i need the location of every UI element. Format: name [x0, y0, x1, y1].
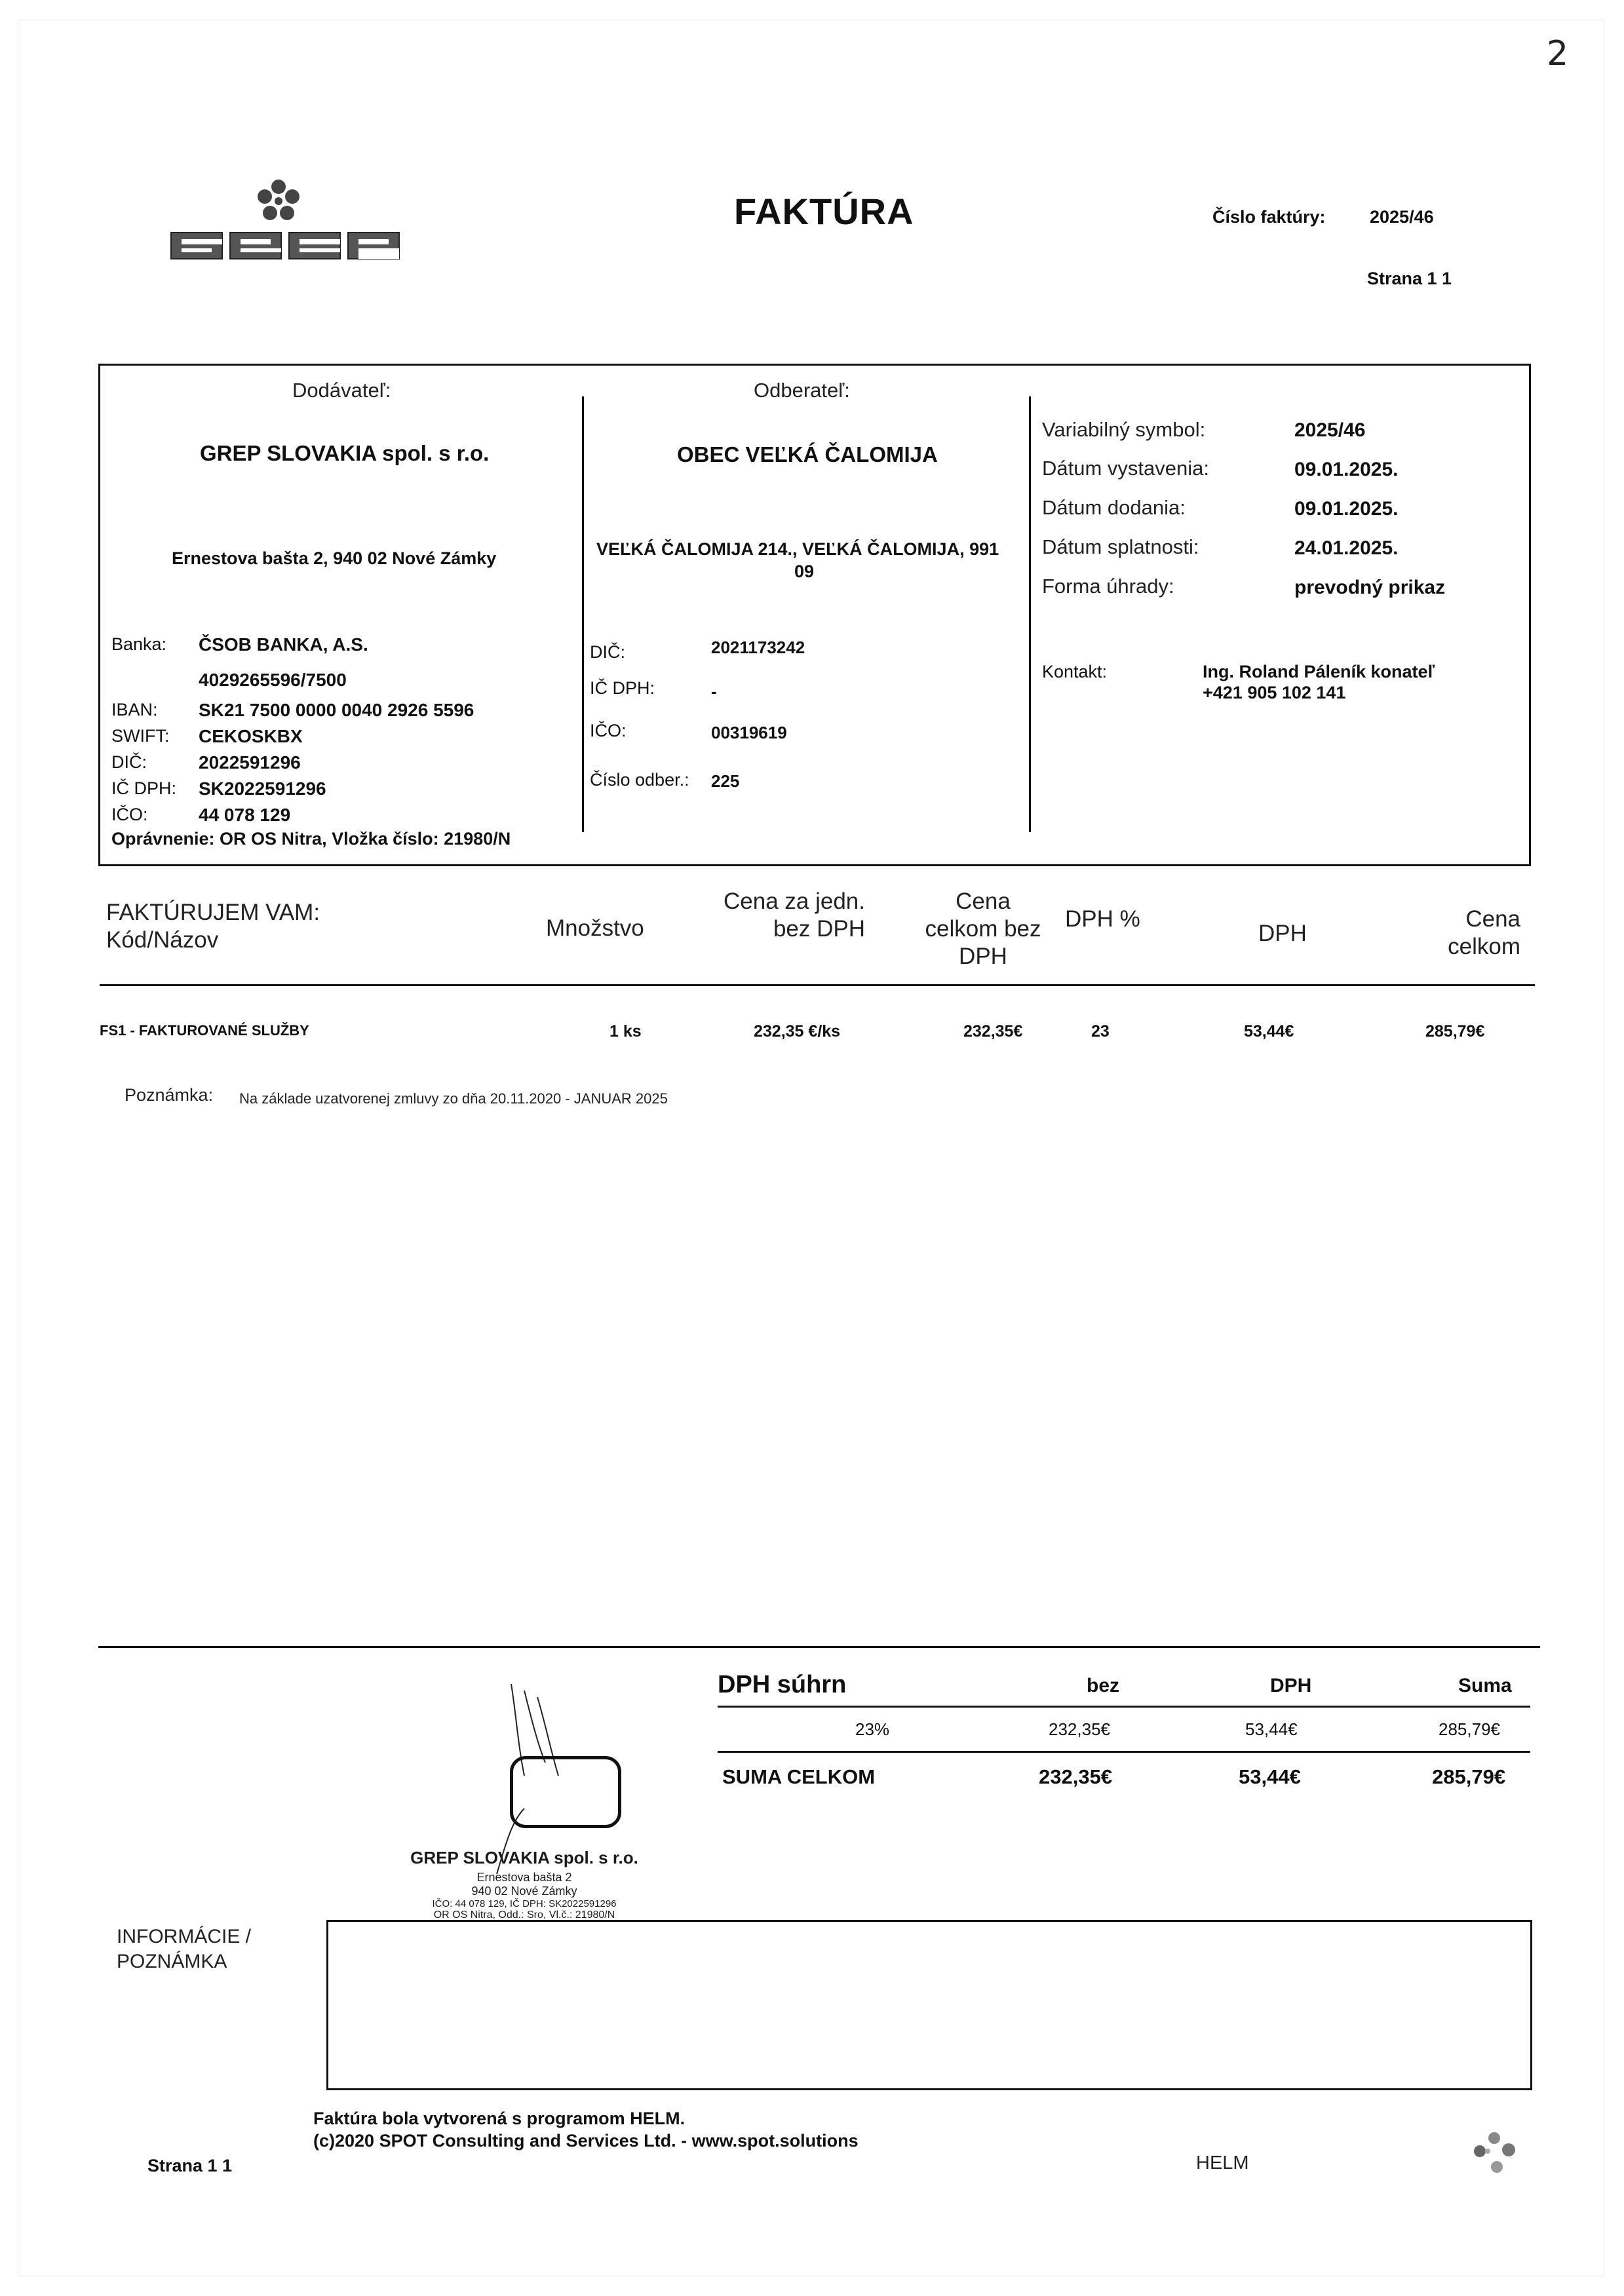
col-qty-header: Množstvo [546, 915, 644, 941]
stamp-company: GREP SLOVAKIA spol. s r.o. [410, 1848, 638, 1867]
note-label: Poznámka: [125, 1085, 214, 1105]
page-indicator-top: Strana 1 1 [1367, 269, 1452, 288]
supplier-ico: 44 078 129 [199, 805, 291, 825]
stamp-line4: OR OS Nitra, Odd.: Sro, Vl.č.: 21980/N [433, 1909, 615, 1921]
helm-logo [1468, 2120, 1527, 2179]
footer-line1: Faktúra bola vytvorená s programom HELM. [313, 2109, 686, 2128]
vat-summary-title: DPH súhrn [718, 1671, 847, 1698]
handwritten-page-mark: 2 [1547, 34, 1569, 73]
customer-ico-label: IČO: [590, 721, 627, 740]
customer-address-line1: VEĽKÁ ČALOMIJA 214., VEĽKÁ ČALOMIJA, 991 [596, 539, 999, 559]
supplier-icdph: SK2022591296 [199, 778, 326, 799]
vat-summary-col-sum: Suma [1458, 1675, 1512, 1696]
col-unit-header [695, 888, 865, 943]
grand-total-sum: 285,79€ [1432, 1765, 1506, 1788]
supplier-swift-label: SWIFT: [111, 726, 170, 746]
note-text: Na základe uzatvorenej zmluvy zo dňa 20.11.2020 - JANUAR 2025 [239, 1090, 668, 1107]
stamp-line3: IČO: 44 078 129, IČ DPH: SK2022591296 [432, 1898, 617, 1909]
stamp-line1: Ernestova bašta 2 [476, 1871, 572, 1884]
supplier-bank: ČSOB BANKA, A.S. [199, 634, 368, 655]
page-indicator-bottom: Strana 1 1 [147, 2156, 233, 2175]
supplier-registration: Oprávnenie: OR OS Nitra, Vložka číslo: 21980/N [111, 829, 511, 849]
customer-number: 225 [711, 771, 740, 791]
company-logo [167, 174, 416, 265]
supplier-swift: CEKOSKBX [199, 726, 303, 746]
customer-address-line2: 09 [794, 562, 815, 581]
var-symbol-label: Variabilný symbol: [1042, 418, 1206, 441]
info-label-line2: POZNÁMKA [117, 1951, 227, 1972]
supplier-heading: Dodávateľ: [292, 379, 391, 402]
vat-summary-rule-1 [718, 1706, 1530, 1708]
var-symbol: 2025/46 [1294, 419, 1366, 441]
supplier-address: Ernestova bašta 2, 940 02 Nové Zámky [172, 548, 497, 568]
customer-dic: 2021173242 [711, 638, 805, 657]
vat-summary-rate: 23% [855, 1719, 890, 1739]
info-note-box [326, 1920, 1532, 2090]
customer-dic-label: DIČ: [590, 642, 625, 662]
supplier-ico-label: IČO: [111, 805, 148, 824]
col-total-header-line3: DPH [959, 944, 1007, 969]
customer-icdph: - [711, 681, 717, 701]
stamp-line2: 940 02 Nové Zámky [471, 1885, 577, 1898]
grand-total-vat: 53,44€ [1239, 1765, 1301, 1788]
footer-line2: (c)2020 SPOT Consulting and Services Ltd. - www.spot.solutions [313, 2131, 859, 2151]
col-total-header-line1: Cena [956, 889, 1011, 914]
vat-summary-vat: 53,44€ [1245, 1719, 1298, 1739]
vat-summary-col-vat: DPH [1270, 1675, 1312, 1696]
vat-summary-rule-2 [718, 1751, 1530, 1753]
item-vat: 53,44€ [1244, 1022, 1294, 1041]
payment-method: prevodný prikaz [1294, 577, 1446, 598]
item-total-net: 232,35€ [963, 1022, 1023, 1041]
helm-logo-icon [1468, 2120, 1527, 2179]
due-date: 24.01.2025. [1294, 537, 1399, 559]
item-qty: 1 ks [609, 1022, 642, 1041]
customer-ico: 00319619 [711, 723, 787, 742]
item-unit-price: 232,35 €/ks [754, 1022, 841, 1041]
grand-total-label: SUMA CELKOM [722, 1765, 876, 1788]
supplier-iban-label: IBAN: [111, 700, 158, 719]
supplier-iban: SK21 7500 0000 0040 2926 5596 [199, 700, 474, 720]
supplier-name: GREP SLOVAKIA spol. s r.o. [200, 441, 490, 465]
document-title: FAKTÚRA [734, 191, 914, 232]
col-name-header-line1: FAKTÚRUJEM VAM: [106, 900, 320, 925]
customer-number-label: Číslo odber.: [590, 770, 689, 790]
grand-total-base: 232,35€ [1039, 1765, 1113, 1788]
item-name: FS1 - FAKTUROVANÉ SLUŽBY [100, 1022, 309, 1039]
info-label [117, 1924, 251, 1974]
supplier-bank-label: Banka: [111, 634, 167, 654]
supplier-dic-label: DIČ: [111, 752, 147, 772]
supplier-dic: 2022591296 [199, 752, 301, 773]
delivery-date-label: Dátum dodania: [1042, 496, 1186, 519]
contact-phone: +421 905 102 141 [1203, 683, 1346, 702]
table-row [0, 1022, 1624, 1048]
stamp-rounded-box [510, 1756, 621, 1828]
col-name-header [106, 899, 320, 954]
col-grand-header [1383, 906, 1520, 961]
customer-heading: Odberateľ: [754, 379, 850, 402]
issue-date-label: Dátum vystavenia: [1042, 457, 1209, 480]
customer-icdph-label: IČ DPH: [590, 678, 655, 698]
summary-separator [98, 1646, 1540, 1648]
col-total-header-line2: celkom bez [925, 916, 1041, 942]
payment-method-label: Forma úhrady: [1042, 575, 1174, 598]
contact-name: Ing. Roland Páleník konateľ [1203, 662, 1435, 681]
col-vat-header: DPH [1258, 921, 1307, 946]
col-unit-header-line2: bez DPH [773, 916, 865, 942]
delivery-date: 09.01.2025. [1294, 498, 1399, 520]
issue-date: 09.01.2025. [1294, 459, 1399, 480]
col-grand-header-line1: Cena [1465, 906, 1520, 932]
col-grand-header-line2: celkom [1448, 934, 1520, 959]
item-vat-pct: 23 [1091, 1022, 1110, 1041]
box-divider-2 [1029, 396, 1031, 832]
invoice-number: 2025/46 [1370, 207, 1434, 227]
info-label-line1: INFORMÁCIE / [117, 1926, 252, 1947]
helm-label: HELM [1196, 2152, 1249, 2173]
contact-label: Kontakt: [1042, 662, 1108, 681]
supplier-account: 4029265596/7500 [199, 670, 347, 690]
supplier-icdph-label: IČ DPH: [111, 778, 177, 798]
invoice-number-label: Číslo faktúry: [1212, 207, 1326, 227]
due-date-label: Dátum splatnosti: [1042, 535, 1199, 558]
box-divider-1 [582, 396, 584, 832]
customer-name: OBEC VEĽKÁ ČALOMIJA [677, 442, 938, 467]
company-stamp [400, 1848, 649, 1921]
vat-summary-sum: 285,79€ [1439, 1719, 1500, 1739]
item-grand-total: 285,79€ [1425, 1022, 1485, 1041]
vat-summary-col-base: bez [1087, 1675, 1120, 1696]
grep-logo-icon [167, 174, 416, 265]
col-total-header [911, 888, 1055, 970]
col-vat-pct-header: DPH % [1065, 906, 1140, 932]
col-name-header-line2: Kód/Názov [106, 927, 219, 953]
vat-summary-base: 232,35€ [1049, 1719, 1110, 1739]
col-unit-header-line1: Cena za jedn. [724, 889, 865, 914]
items-header-rule [100, 984, 1535, 986]
